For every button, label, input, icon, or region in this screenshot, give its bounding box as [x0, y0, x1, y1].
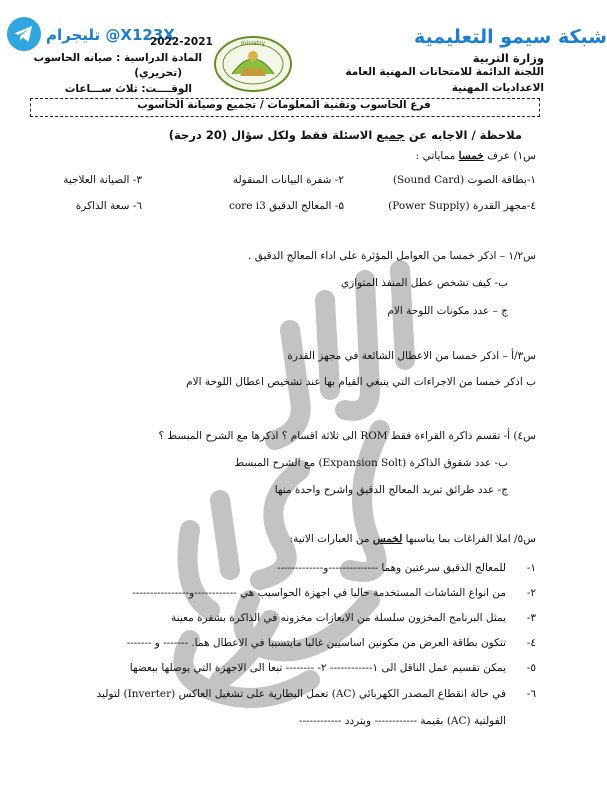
brand-logo-text: شبكة سيمو التعليمية [414, 26, 607, 48]
q5-num-2: -۲ [526, 587, 536, 599]
exam-note [169, 128, 522, 142]
q4-part-a: س٤) أ- تقسم ذاكرة القراءة فقط ROM الى ثلاثة اقسام ؟ اذكرها مع الشرح المبسط ؟ [158, 430, 536, 442]
q3-part-b: ب اذكر خمسا من الاجراءات التي ينبغي القيام بها عند تشخيص اعطال اللوحة الام [186, 376, 536, 388]
q4-part-c: ج- عدد طرائق تبريد المعالج الدقيق واشرح واحدة منها [274, 484, 508, 496]
q1-item-4: ٤-مجهز القدرة (Power Supply) [388, 200, 536, 212]
header-committee: اللجنة الدائمة للامتحانات المهنية العامة [345, 66, 544, 78]
q1-item-5: ۵- المعالج الدقيق core i3 [228, 200, 344, 212]
svg-text:ministry: ministry [240, 40, 266, 47]
q5-num-4: -٤ [526, 637, 536, 649]
watermark-signature [150, 240, 470, 760]
q5-item-4: تتكون بطاقة العرض من مكونين اساسيين غالبا مايتسببا في الاعطال هما. ------- و ------- [126, 637, 506, 649]
q5-item-2: من انواع الشاشات المستخدمة حاليا في اجهزة الحواسيب هي ------------و---------------- [132, 587, 506, 599]
header-prep: الاعدادیات المهنیة [451, 82, 544, 94]
q1-item-6: ٦- سعة الذاكرة [75, 200, 142, 212]
q1-stem-a: س۱) عرف [487, 150, 536, 162]
q1-item-3: ۳- الصيانة العلاجية [63, 174, 142, 186]
telegram-handle: تليجرام @X123X [46, 26, 175, 44]
telegram-icon [6, 16, 42, 56]
q2-part-b: ب- كيف تشخص عطل المنفذ المتوازي [340, 277, 508, 289]
q5-num-5: -٥ [526, 662, 536, 674]
q5-stem-underlined: لخمس [372, 533, 403, 545]
q1-stem [416, 150, 536, 162]
q5-num-3: -۳ [526, 612, 536, 624]
branch-title: فرع الحاسوب وتقنية المعلومات / تجميع وصيانة الحاسوب [137, 99, 431, 111]
q5-stem-a: س٥/ املا الفراغات بما يناسبها [405, 533, 536, 545]
year-label: 2022-2021 [150, 36, 213, 48]
q4-part-b: ب- عدد شقوق الذاكرة (Expansion Solt) مع الشرح المبسط [234, 457, 508, 469]
note-underlined: جميع [376, 128, 405, 142]
q5-item-6: في حالة انقطاع المصدر الكهربائي (AC) تعمل البطارية على تشغيل العاكس (Inverter) لتوليد [96, 688, 506, 700]
q3-part-a: س۳/أ – اذكر خمسا من الاعطال الشائعة في مجهز القدرة [287, 350, 536, 362]
header-subject: المادة الدراسية : صيانه الحاسوب [33, 52, 202, 64]
note-prefix: ملاحظة / الاجابه عن [408, 128, 522, 142]
q2-part-c: ج – عدد مكونات اللوحة الام [387, 305, 508, 317]
q5-num-1: -۱ [526, 562, 536, 574]
q5-item-5: يمكن تقسيم عمل الناقل الى ۱------------ ۲- -------- تبعا الى الاجهزة التي يوصلها ببعضها [129, 662, 506, 674]
header-time: الوقــــت: ثلاث ســـاعات [64, 83, 192, 95]
q5-num-6: -٦ [526, 688, 536, 700]
q5-stem-b: من العبارات الاتية: [289, 533, 370, 545]
q1-stem-underlined: خمسا [458, 150, 484, 162]
header-ministry: وزارة التربية [472, 51, 544, 65]
q1-item-2: ۲- شفرة البيانات المنقولة [232, 174, 344, 186]
header-written: (تحريري) [134, 67, 182, 79]
note-suffix: الاسئلة فقط ولكل سؤال (20 درجة) [168, 128, 373, 142]
ministry-seal-logo [212, 34, 294, 98]
q2-part-a: س۱/۲ – اذكر خمسا من العوامل المؤثرة على اداء المعالج الدقيق . [248, 250, 536, 262]
q5-stem [290, 533, 536, 545]
q5-item-1: للمعالج الدقيق سرعتين وهما --------------و------------- [277, 562, 506, 574]
q5-item-6-line-2: الفولتية (AC) بقيمة ------------ وبتردد ------------ [298, 715, 506, 727]
q5-item-3: يمثل البرنامج المخزون سلسلة من الايعازات مخزونه في الذاكرة بشفرة معينة [171, 612, 506, 624]
q1-item-1: ۱-بطاقة الصوت (Sound Card) [392, 174, 536, 186]
q1-stem-b: مماياتي : [415, 150, 456, 162]
